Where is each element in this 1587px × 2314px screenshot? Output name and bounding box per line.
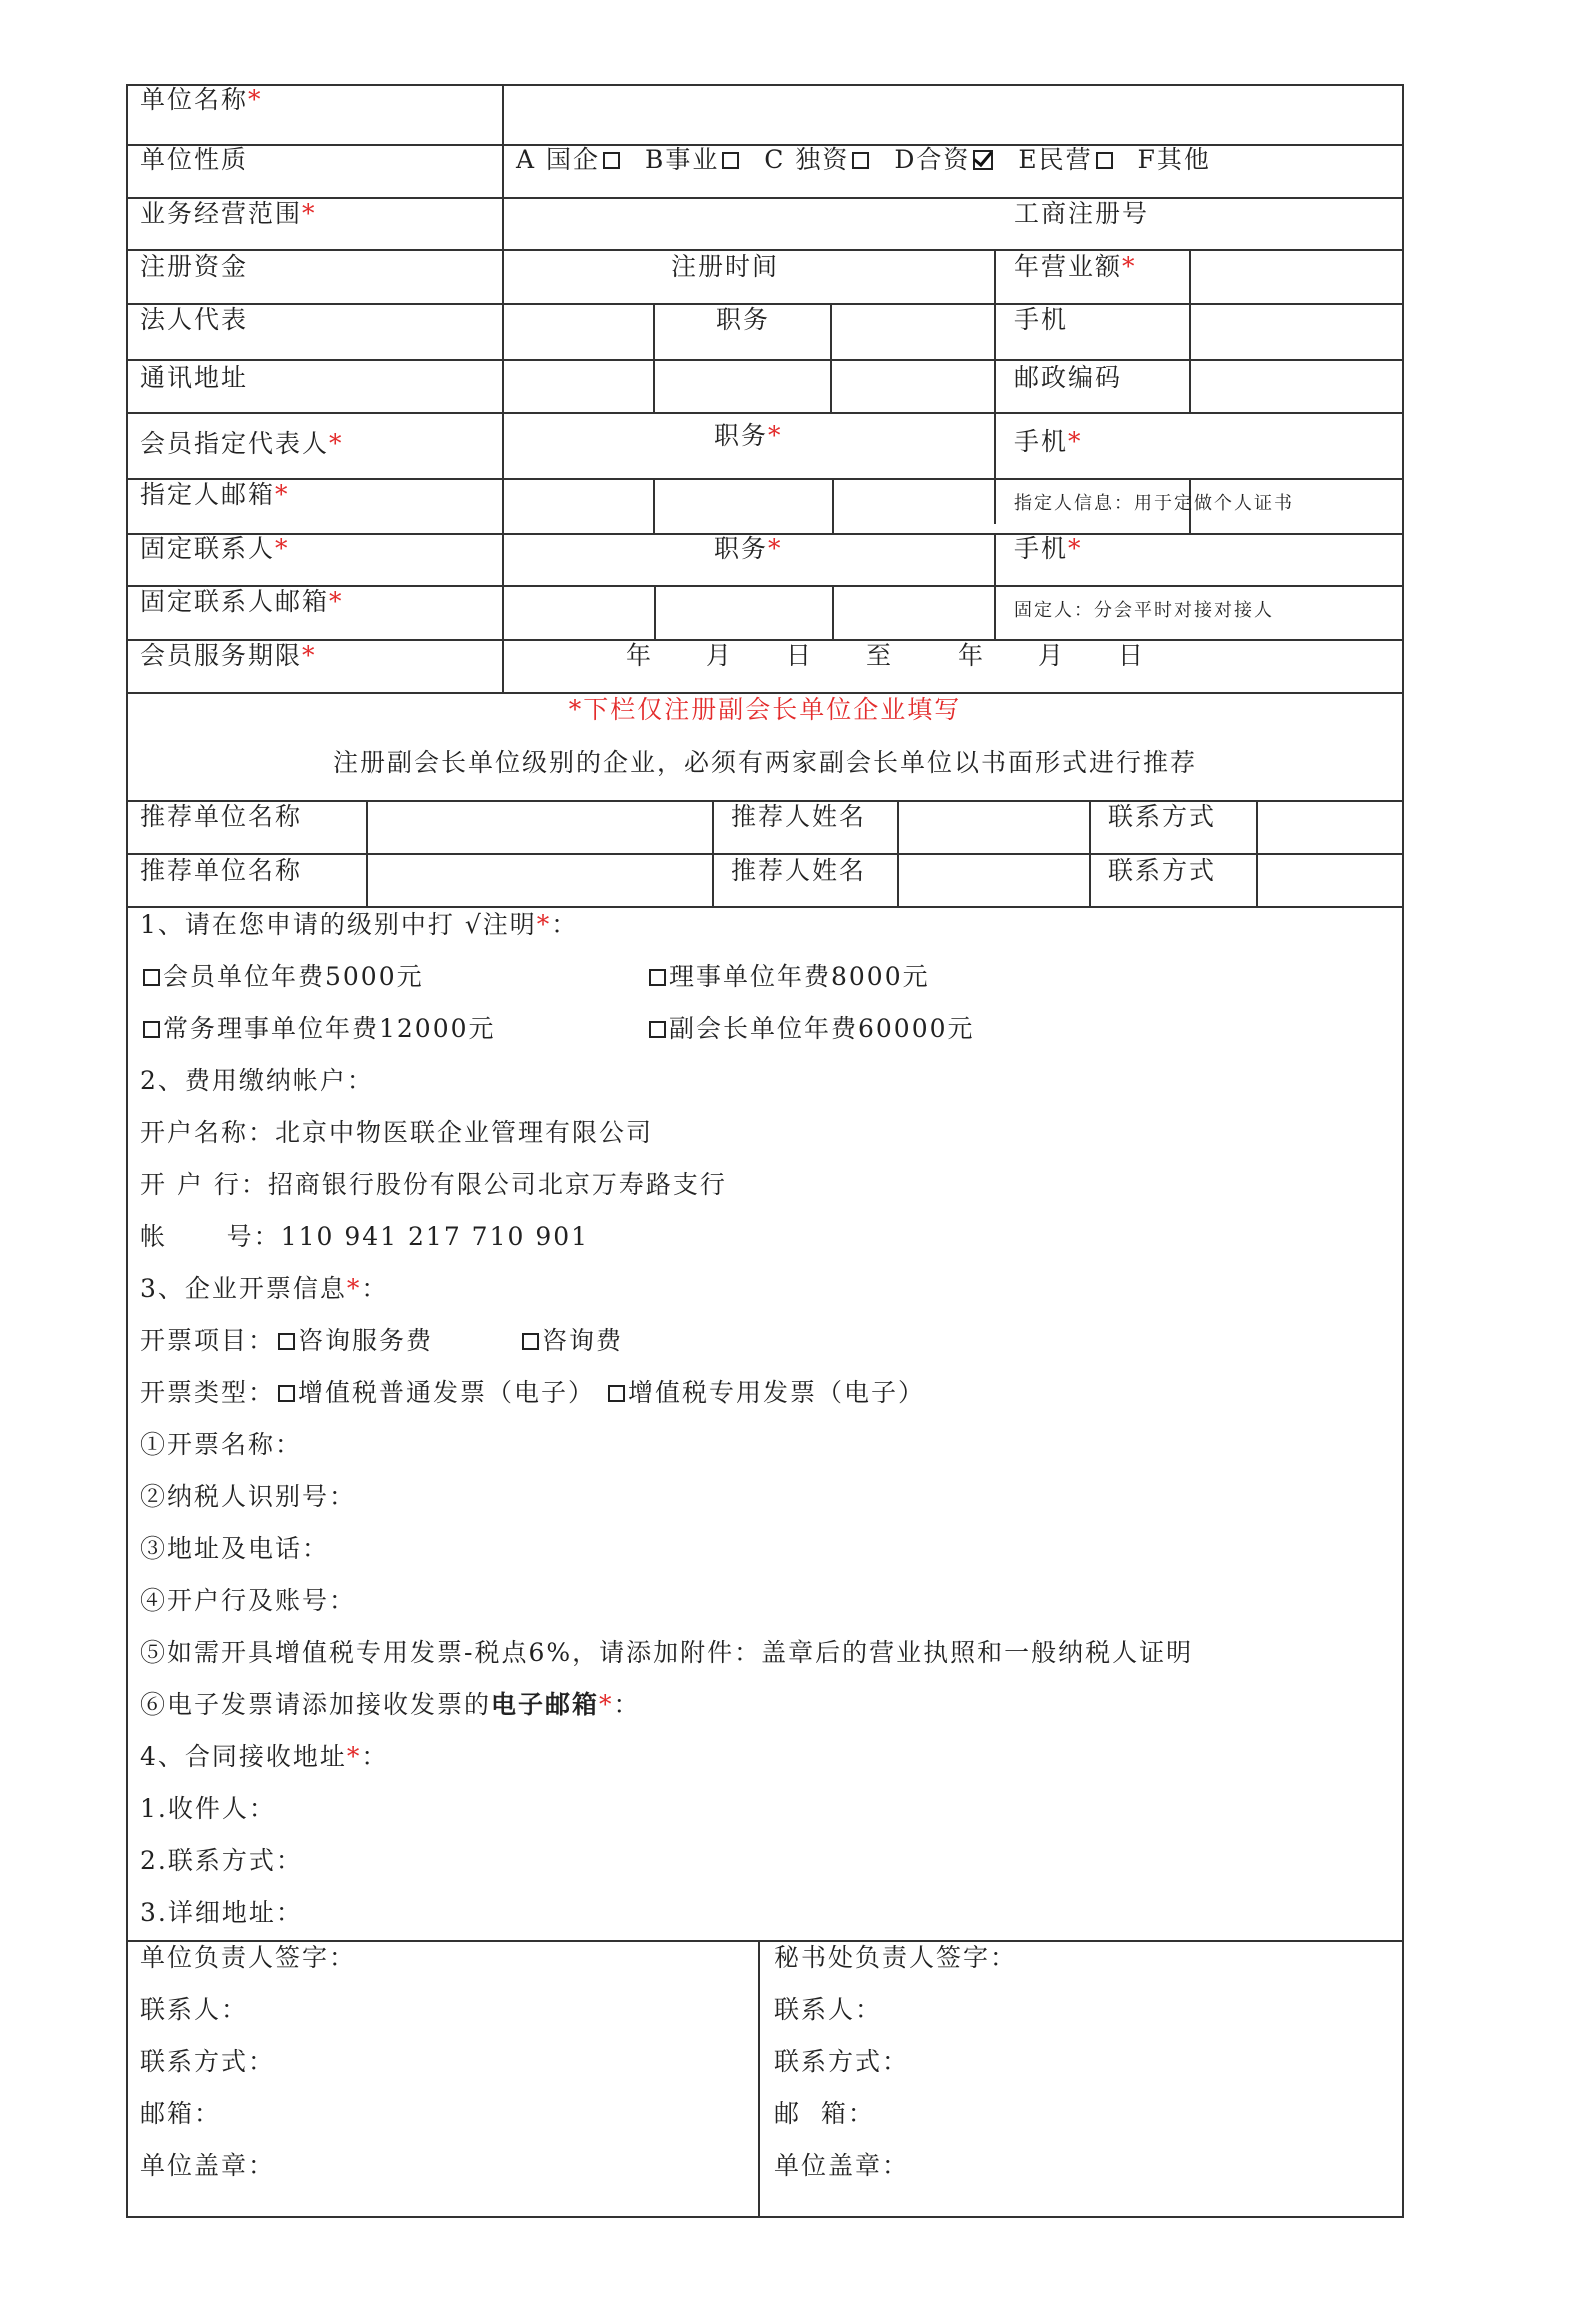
- secretariat-email: 邮 箱：: [774, 2099, 875, 2128]
- date-end-year: 年: [958, 641, 986, 670]
- option-joint-venture[interactable]: D合资: [894, 145, 996, 174]
- checkbox-icon: [278, 1385, 295, 1402]
- invoice-item-consulting[interactable]: 咨询费: [519, 1326, 623, 1355]
- section-2-title: 2、费用缴纳帐户：: [140, 1066, 374, 1095]
- date-end-day: 日: [1118, 641, 1146, 670]
- table-line: [126, 639, 1404, 641]
- checkbox-icon: [649, 969, 666, 986]
- label-legal-rep: 法人代表: [140, 305, 249, 334]
- invoice-name: ①开票名称：: [140, 1430, 303, 1459]
- label-reg-capital: 注册资金: [140, 252, 249, 281]
- secretariat-contact-method: 联系方式：: [774, 2047, 910, 2076]
- label-fixed-mobile: 手机*: [1014, 534, 1083, 563]
- label-address: 通讯地址: [140, 363, 249, 392]
- label-rec-contact-2: 联系方式: [1108, 856, 1217, 885]
- recipient: 1.收件人：: [140, 1794, 276, 1823]
- label-biz-reg-no: 工商注册号: [1014, 199, 1150, 228]
- table-line: [1402, 84, 1404, 2218]
- bank-name: 开 户 行：招商银行股份有限公司北京万寿路支行: [140, 1170, 727, 1199]
- level-executive-option[interactable]: 常务理事单位年费12000元: [140, 1013, 496, 1045]
- level-member-option[interactable]: 会员单位年费5000元: [140, 961, 424, 993]
- section-1-title: 1、请在您申请的级别中打 √注明*：: [140, 910, 579, 939]
- invoice-type-row: 开票类型： 增值税普通发票（电子） 增值税专用发票（电子）: [140, 1378, 926, 1407]
- table-line: [502, 84, 504, 692]
- table-line: [832, 585, 834, 639]
- table-line: [712, 800, 714, 906]
- account-number: 帐 号：110 941 217 710 901: [140, 1222, 590, 1251]
- checkbox-icon: [1096, 152, 1113, 169]
- label-legal-position: 职务: [716, 305, 771, 334]
- label-legal-mobile: 手机: [1014, 305, 1069, 334]
- secretariat-head-signature: 秘书处负责人签字：: [774, 1943, 1018, 1972]
- checked-checkbox-icon: [973, 150, 993, 170]
- bank-account: ④开户行及账号：: [140, 1586, 357, 1615]
- label-annual-revenue: 年营业额*: [1014, 252, 1137, 281]
- date-end-month: 月: [1038, 641, 1066, 670]
- taxpayer-id: ②纳税人识别号：: [140, 1482, 357, 1511]
- vice-president-notice: *下栏仅注册副会长单位企业填写: [568, 695, 962, 724]
- unit-email: 邮箱：: [140, 2099, 222, 2128]
- level-vice-president-option[interactable]: 副会长单位年费60000元: [646, 1013, 975, 1045]
- checkbox-icon: [608, 1385, 625, 1402]
- table-line: [126, 478, 1404, 480]
- table-line: [653, 478, 655, 533]
- checkbox-icon: [522, 1333, 539, 1350]
- label-rep-email: 指定人邮箱*: [140, 480, 290, 509]
- table-line: [126, 906, 1404, 908]
- checkbox-icon: [649, 1021, 666, 1038]
- membership-application-form: [126, 84, 1404, 2218]
- table-line: [126, 84, 128, 2218]
- label-service-period: 会员服务期限*: [140, 641, 317, 670]
- checkbox-icon: [278, 1333, 295, 1350]
- section-4-title: 4、合同接收地址*：: [140, 1742, 389, 1771]
- date-start-year: 年: [626, 641, 654, 670]
- table-line: [758, 1940, 760, 2216]
- label-rec-person-1: 推荐人姓名: [731, 802, 867, 831]
- label-postcode: 邮政编码: [1014, 363, 1123, 392]
- label-fixed-contact: 固定联系人*: [140, 534, 290, 563]
- invoice-item-row: 开票项目： 咨询服务费 咨询费: [140, 1326, 624, 1355]
- secretariat-contact-person: 联系人：: [774, 1995, 883, 2024]
- account-name: 开户名称：北京中物医联企业管理有限公司: [140, 1118, 654, 1147]
- table-line: [994, 533, 996, 639]
- table-line: [1256, 800, 1258, 906]
- option-public-institution[interactable]: B事业: [645, 145, 742, 174]
- option-other[interactable]: F其他: [1137, 145, 1211, 174]
- label-fixed-email: 固定联系人邮箱*: [140, 587, 344, 616]
- table-line: [366, 800, 368, 906]
- table-line: [126, 84, 1404, 86]
- label-business-scope: 业务经营范围*: [140, 199, 317, 228]
- label-fixed-position: 职务*: [714, 534, 783, 563]
- fixed-contact-note: 固定人：分会平时对接对接人: [1014, 600, 1274, 621]
- secretariat-seal: 单位盖章：: [774, 2151, 910, 2180]
- table-line: [126, 197, 1404, 199]
- label-member-rep: 会员指定代表人*: [140, 429, 344, 458]
- label-unit-nature: 单位性质: [140, 145, 249, 174]
- vice-president-description: 注册副会长单位级别的企业，必须有两家副会长单位以书面形式进行推荐: [332, 748, 1197, 777]
- checkbox-icon: [722, 152, 739, 169]
- table-line: [897, 800, 899, 906]
- invoice-item-consulting-service[interactable]: 咨询服务费: [275, 1326, 433, 1355]
- table-line: [830, 303, 832, 412]
- option-sole-proprietorship[interactable]: C 独资: [764, 145, 872, 174]
- recipient-address: 3.详细地址：: [140, 1898, 303, 1927]
- label-unit-name: 单位名称*: [140, 85, 263, 114]
- checkbox-icon: [143, 1021, 160, 1038]
- invoice-type-special[interactable]: 增值税专用发票（电子）: [605, 1378, 925, 1407]
- unit-contact-person: 联系人：: [140, 1995, 249, 2024]
- unit-head-signature: 单位负责人签字：: [140, 1943, 357, 1972]
- table-line: [653, 303, 655, 412]
- date-start-day: 日: [786, 641, 814, 670]
- special-invoice-note: ⑤如需开具增值税专用发票-税点6%，请添加附件：盖章后的营业执照和一般纳税人证明: [140, 1638, 1194, 1667]
- date-to: 至: [866, 641, 894, 670]
- table-line: [1089, 800, 1091, 906]
- label-rep-mobile: 手机*: [1014, 427, 1083, 456]
- recipient-contact: 2.联系方式：: [140, 1846, 303, 1875]
- unit-seal: 单位盖章：: [140, 2151, 276, 2180]
- checkbox-icon: [143, 969, 160, 986]
- label-rep-position: 职务*: [714, 421, 783, 450]
- option-state-owned[interactable]: A 国企: [516, 145, 623, 174]
- section-3-title: 3、企业开票信息*：: [140, 1274, 389, 1303]
- level-director-option[interactable]: 理事单位年费8000元: [646, 961, 930, 993]
- invoice-type-normal[interactable]: 增值税普通发票（电子）: [275, 1378, 595, 1407]
- label-rec-contact-1: 联系方式: [1108, 802, 1217, 831]
- date-start-month: 月: [706, 641, 734, 670]
- label-rec-unit-2: 推荐单位名称: [140, 856, 303, 885]
- nature-options: [516, 144, 1211, 176]
- label-rec-unit-1: 推荐单位名称: [140, 802, 303, 831]
- table-line: [654, 585, 656, 639]
- table-line: [1189, 249, 1191, 412]
- table-line: [832, 478, 834, 533]
- checkbox-icon: [603, 152, 620, 169]
- option-private[interactable]: E民营: [1018, 145, 1115, 174]
- table-line: [126, 2216, 1404, 2218]
- e-invoice-email: ⑥电子发票请添加接收发票的电子邮箱*：: [140, 1690, 641, 1719]
- label-reg-time: 注册时间: [671, 252, 780, 281]
- unit-contact-method: 联系方式：: [140, 2047, 276, 2076]
- table-line: [994, 249, 996, 524]
- rep-info-note: 指定人信息：用于定做个人证书: [1014, 493, 1294, 514]
- table-line: [126, 412, 1404, 414]
- address-phone: ③地址及电话：: [140, 1534, 330, 1563]
- checkbox-icon: [852, 152, 869, 169]
- table-line: [126, 359, 1404, 361]
- label-rec-person-2: 推荐人姓名: [731, 856, 867, 885]
